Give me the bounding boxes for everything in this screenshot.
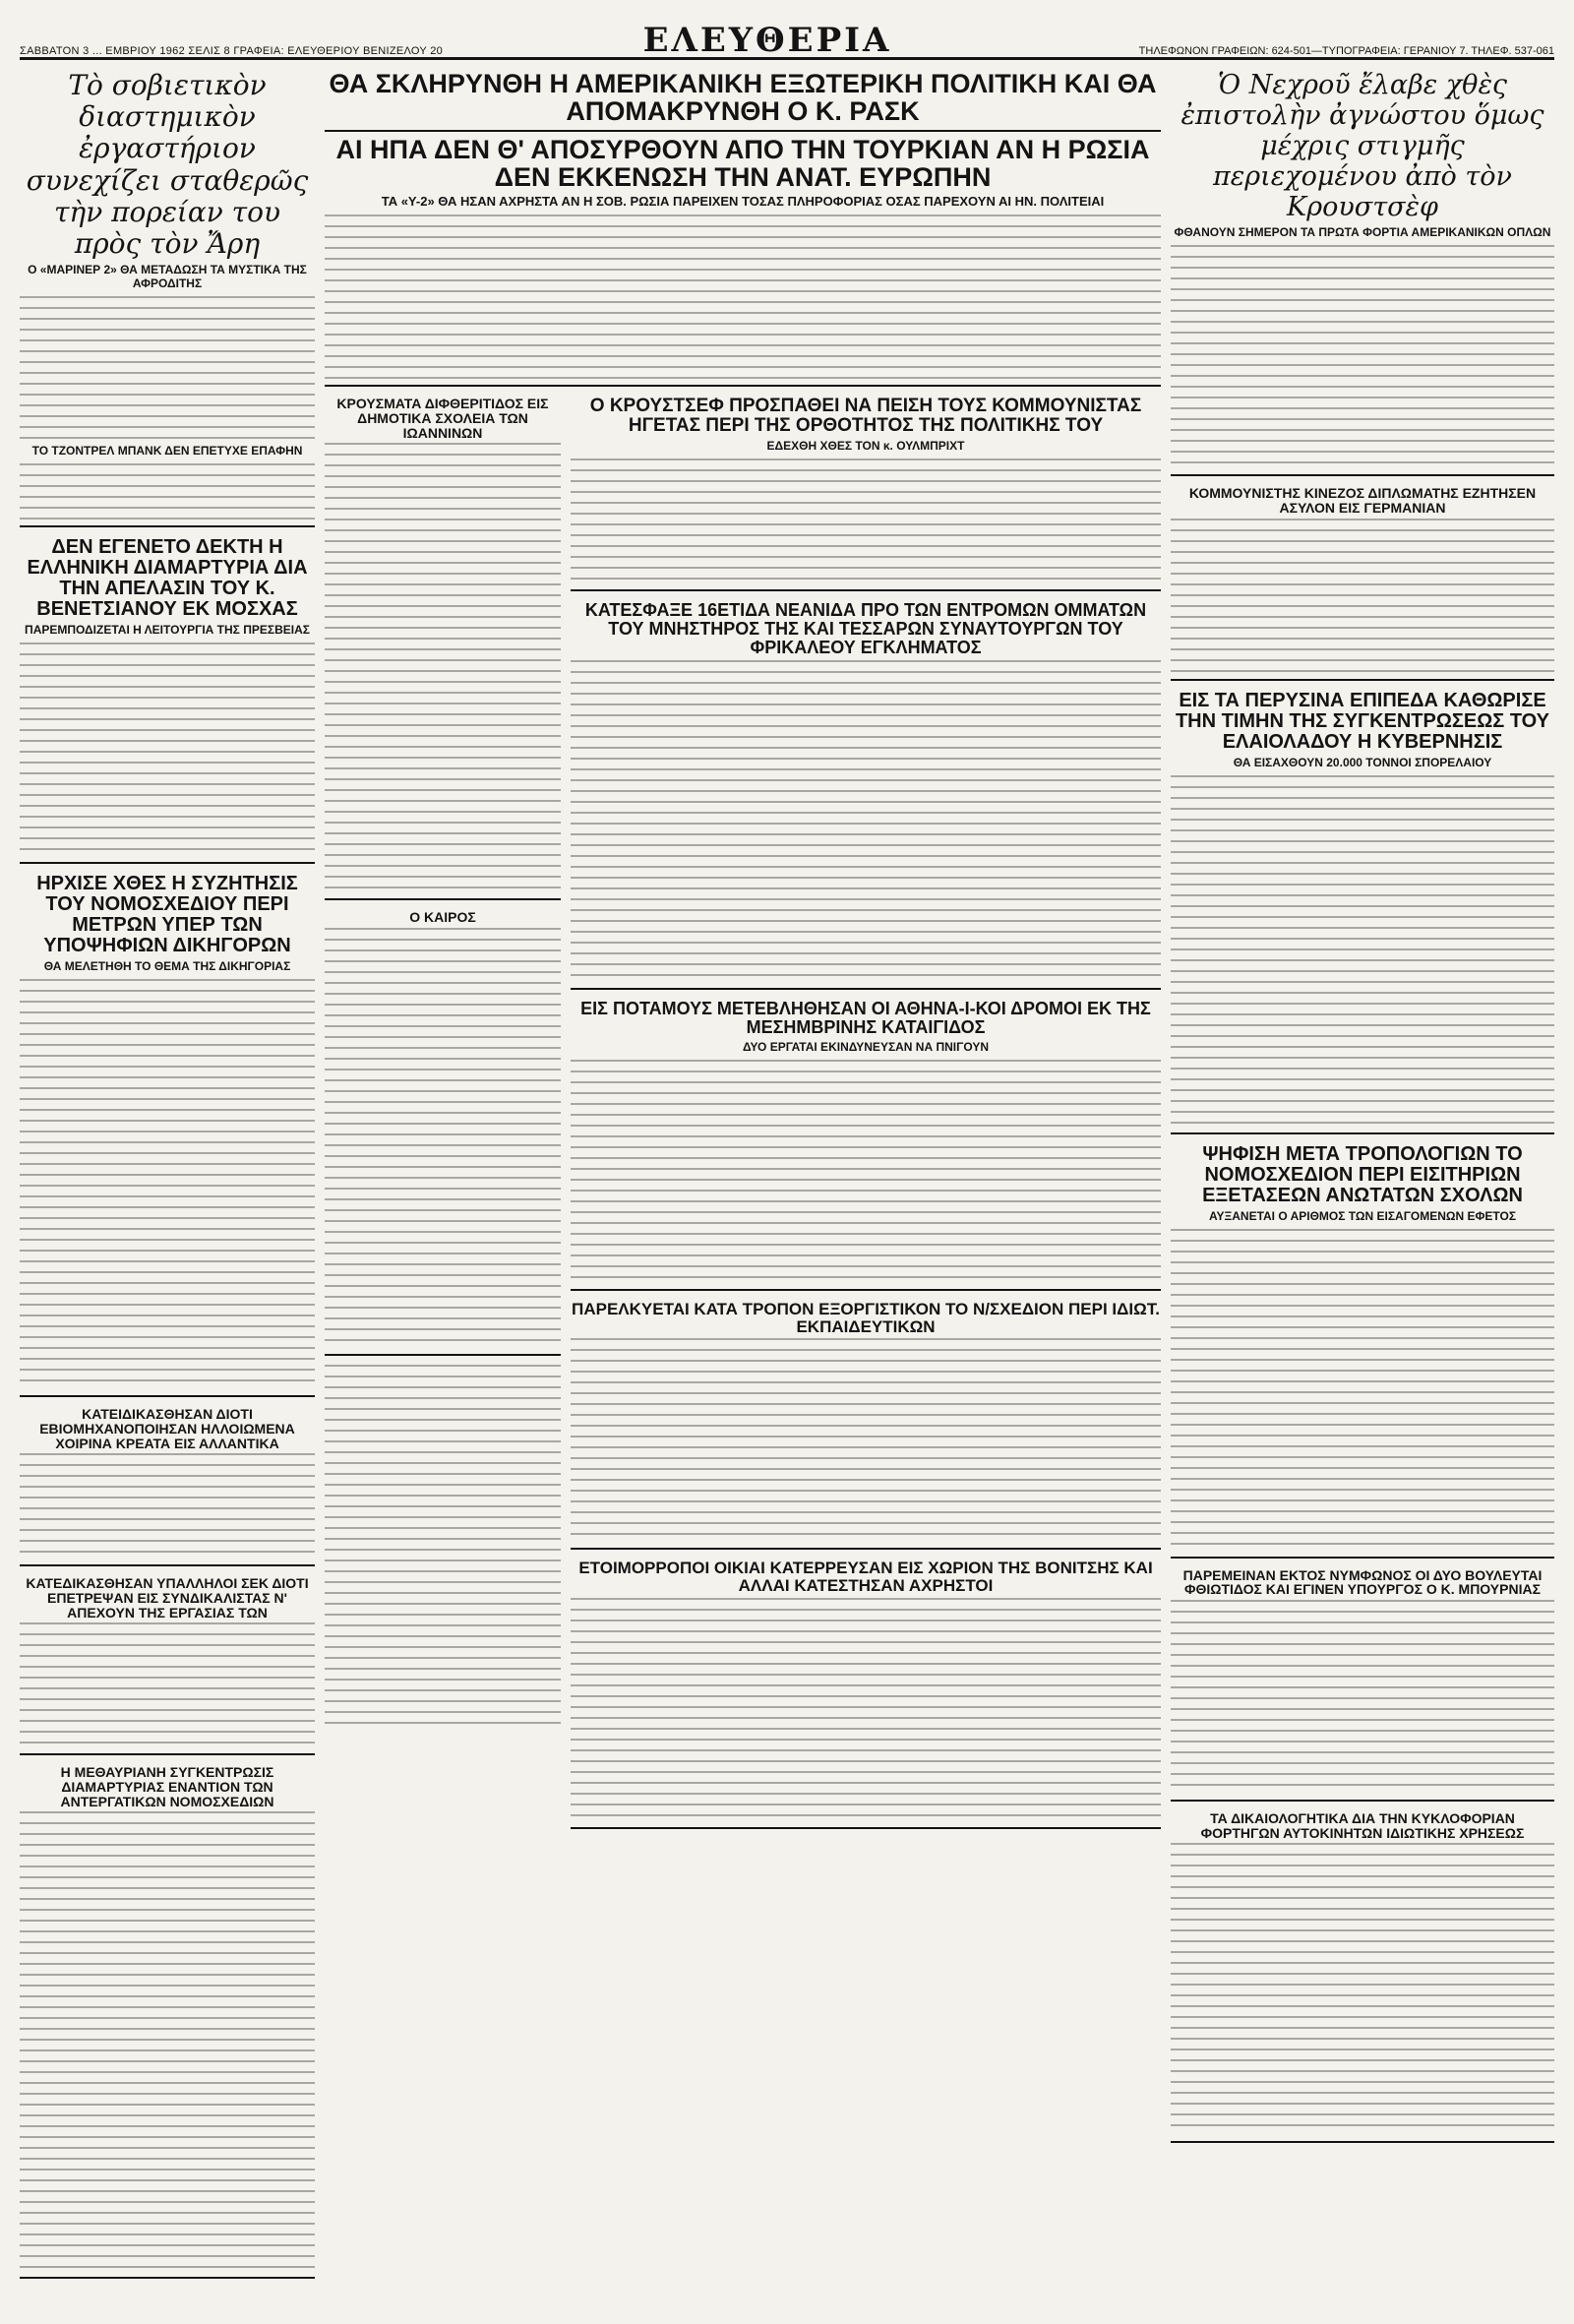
article-text bbox=[20, 460, 315, 520]
article-mars bbox=[20, 66, 315, 527]
headline-legal: ΗΡΧΙΣΕ ΧΘΕΣ Η ΣΥΖΗΤΗΣΙΣ ΤΟΥ ΝΟΜΟΣΧΕΔΙΟΥ ΠΕΡΙ ΜΕΤΡΩΝ ΥΠΕΡ ΤΩΝ ΥΠΟΨΗΦΙΩΝ ΔΙΚΗΓΟΡΩΝ bbox=[36, 873, 298, 957]
article-text bbox=[20, 640, 315, 856]
article-exams bbox=[1171, 1140, 1554, 1559]
subhead-mars: Ο «ΜΑΡΙΝΕΡ 2» ΘΑ ΜΕΤΑΔΩΣΗ ΤΑ ΜΥΣΤΙΚΑ ΤΗΣ ΑΦΡΟΔΙΤΗΣ bbox=[28, 263, 307, 291]
masthead-date-line: ΣΑΒΒΑΤΟΝ 3 ... ΕΜΒΡΙΟΥ 1962 ΣΕΛΙΣ 8 ΓΡΑΦΕΙΑ: ΕΛΕΥΘΕΡΙΟΥ ΒΕΝΙΖΕΛΟΥ 20 bbox=[20, 45, 444, 57]
article-flats bbox=[571, 1556, 1161, 1829]
headline-flats: ΕΤΟΙΜΟΡΡΟΠΟΙ ΟΙΚΙΑΙ ΚΑΤΕΡΡΕΥΣΑΝ ΕΙΣ ΧΩΡΙΟΝ ΤΗΣ ΒΟΝΙΤΣΗΣ ΚΑΙ ΑΛΛΑΙ ΚΑΤΕΣΤΗΣΑΝ ΑΧΡΗΣΤΟΙ bbox=[578, 1559, 1153, 1596]
article-text bbox=[571, 1595, 1161, 1821]
article-protest bbox=[20, 533, 315, 864]
subhead-exams: ΑΥΞΑΝΕΤΑΙ Ο ΑΡΙΘΜΟΣ ΤΩΝ ΕΙΣΑΓΟΜΕΝΩΝ ΕΦΕΤΟΣ bbox=[1208, 1208, 1517, 1223]
article-text bbox=[571, 1335, 1161, 1542]
subhead-nehru: ΦΘΑΝΟΥΝ ΣΗΜΕΡΟΝ ΤΑ ΠΡΩΤΑ ΦΟΡΤΙΑ ΑΜΕΡΙΚΑΝΙΚΩΝ ΟΠΛΩΝ bbox=[1174, 225, 1551, 240]
subhead-boys: ΔΥΟ ΕΡΓΑΤΑΙ ΕΚΙΝΔΥΝΕΥΣΑΝ ΝΑ ΠΝΙΓΟΥΝ bbox=[742, 1039, 990, 1054]
article-mp bbox=[1171, 1564, 1554, 1802]
article-oliveoil bbox=[1171, 687, 1554, 1134]
column-1 bbox=[20, 66, 315, 2285]
headline-sek: ΚΑΤΕΔΙΚΑΣΘΗΣΑΝ ΥΠΑΛΛΗΛΟΙ ΣΕΚ ΔΙΟΤΙ ΕΠΕΤΡΕΨΑΝ ΕΙΣ ΣΥΝΔΙΚΑΛΙΣΤΑΣ Ν' ΑΠΕΧΟΥΝ ΤΗΣ ΕΡΓΑΣΙΑΣ ΤΩΝ bbox=[26, 1575, 309, 1621]
headline-mp: ΠΑΡΕΜΕΙΝΑΝ ΕΚΤΟΣ ΝΥΜΦΩΝΟΣ ΟΙ ΔΥΟ ΒΟΥΛΕΥΤΑΙ ΦΘΙΩΤΙΔΟΣ ΚΑΙ ΕΓΙΝΕΝ ΥΠΟΥΡΓΟΣ Ο Κ. ΜΠΟΥΡΝΙΑΣ bbox=[1182, 1566, 1543, 1598]
article-text bbox=[325, 925, 561, 1348]
article-boys bbox=[571, 996, 1161, 1291]
article-text bbox=[325, 1362, 561, 1726]
column-4 bbox=[1171, 66, 1554, 2285]
article-text bbox=[20, 293, 315, 441]
headline-nehru: Ὁ Νεχροῦ ἔλαβε χθὲς ἐπιστολὴν ἀγνώστου ὅμως μέχρις στιγμῆς περιεχομένου ἀπὸ τὸν Κρουστσὲφ bbox=[1180, 70, 1544, 223]
article-text bbox=[1171, 242, 1554, 468]
article-trucks bbox=[1171, 1807, 1554, 2143]
headline-meat: ΚΑΤΕΙΔΙΚΑΣΘΗΣΑΝ ΔΙΟΤΙ ΕΒΙΟΜΗΧΑΝΟΠΟΙΗΣΑΝ ΗΛΛΟΙΩΜΕΝΑ ΧΟΙΡΙΝΑ ΚΡΕΑΤΑ ΕΙΣ ΑΛΛΑΝΤΙΚΑ bbox=[39, 1406, 295, 1451]
headline-rally: Η ΜΕΘΑΥΡΙΑΝΗ ΣΥΓΚΕΝΤΡΩΣΙΣ ΔΙΑΜΑΡΤΥΡΙΑΣ ΕΝΑΝΤΙΟΝ ΤΩΝ ΑΝΤΕΡΓΑΤΙΚΩΝ ΝΟΜΟΣΧΕΔΙΩΝ bbox=[60, 1764, 274, 1809]
headline-oliveoil: ΕΙΣ ΤΑ ΠΕΡΥΣΙΝΑ ΕΠΙΠΕΔΑ ΚΑΘΩΡΙΣΕ ΤΗΝ ΤΙΜΗΝ ΤΗΣ ΣΥΓΚΕΝΤΡΩΣΕΩΣ ΤΟΥ ΕΛΑΙΟΛΑΔΟΥ Η ΚΥΒΕΡΝΗΣΙΣ bbox=[1175, 689, 1550, 753]
article-text bbox=[1171, 1840, 1554, 2135]
subhead-protest: ΠΑΡΕΜΠΟΔΙΖΕΤΑΙ Η ΛΕΙΤΟΥΡΓΙΑ ΤΗΣ ΠΡΕΣΒΕΙΑΣ bbox=[25, 623, 310, 638]
article-text bbox=[20, 1620, 315, 1747]
article-weather bbox=[325, 906, 561, 1356]
masthead bbox=[20, 20, 1554, 60]
subhead-mars-2: ΤΟ ΤΖΟΝΤΡΕΛ ΜΠΑΝΚ ΔΕΝ ΕΠΕΤΥΧΕ ΕΠΑΦΗΝ bbox=[31, 444, 303, 459]
subhead-rusk: ΤΑ «Υ-2» ΘΑ ΗΣΑΝ ΑΧΡΗΣΤΑ ΑΝ Η ΣΟΒ. ΡΩΣΙΑ ΠΑΡΕΙΧΕΝ ΤΟΣΑΣ ΠΛΗΡΟΦΟΡΙΑΣ ΟΣΑΣ ΠΑΡΕΧΟΥΝ ΑΙ ΗΝ. ΠΟΛΙΤΕΙΑΙ bbox=[381, 194, 1105, 210]
article-nehru bbox=[1171, 66, 1554, 476]
headline-mars: Τὸ σοβιετικὸν διαστημικὸν ἐργαστήριον συνεχίζει σταθερῶς τὴν πορείαν του πρὸς τὸν Ἄρη bbox=[26, 69, 309, 260]
headline-diplomat: ΚΟΜΜΟΥΝΙΣΤΗΣ ΚΙΝΕΖΟΣ ΔΙΠΛΩΜΑΤΗΣ ΕΖΗΤΗΣΕΝ ΑΣΥΛΟΝ ΕΙΣ ΓΕΡΜΑΝΙΑΝ bbox=[1188, 485, 1537, 516]
article-diplomat bbox=[1171, 482, 1554, 680]
headline-exams: ΨΗΦΙΣΗ ΜΕΤΑ ΤΡΟΠΟΛΟΓΙΩΝ ΤΟ ΝΟΜΟΣΧΕΔΙΟΝ ΠΕΡΙ ΕΙΣΙΤΗΡΙΩΝ ΕΞΕΤΑΣΕΩΝ ΑΝΩΤΑΤΩΝ ΣΧΟΛΩΝ bbox=[1202, 1142, 1523, 1206]
article-text bbox=[571, 657, 1161, 982]
newspaper-title: ΕΛΕΥΘΕΡΙΑ bbox=[642, 21, 892, 60]
article-sek bbox=[20, 1572, 315, 1755]
article-meat bbox=[20, 1403, 315, 1566]
center-right-stack bbox=[571, 393, 1161, 1835]
article-text bbox=[20, 1808, 315, 2271]
subhead-khrushchev: ΕΔΕΧΘΗ ΧΘΕΣ ΤΟΝ κ. ΟΥΛΜΠΡΙΧΤ bbox=[766, 439, 965, 454]
article-text bbox=[1171, 1226, 1554, 1551]
article-khrushchev bbox=[571, 393, 1161, 591]
article-rusk bbox=[325, 66, 1161, 387]
article-text bbox=[20, 976, 315, 1389]
subhead-oliveoil: ΘΑ ΕΙΣΑΧΘΟΥΝ 20.000 ΤΟΝΝΟΙ ΣΠΟΡΕΛΑΙΟΥ bbox=[1233, 755, 1492, 769]
center-left-stack bbox=[325, 393, 561, 1835]
article-private bbox=[571, 1297, 1161, 1551]
headline-weather: Ο ΚΑΙΡΟΣ bbox=[409, 909, 476, 926]
article-text bbox=[1171, 516, 1554, 673]
headline-trucks: ΤΑ ΔΙΚΑΙΟΛΟΓΗΤΙΚΑ ΔΙΑ ΤΗΝ ΚΥΚΛΟΦΟΡΙΑΝ ΦΟΡΤΗΓΩΝ ΑΥΤΟΚΙΝΗΤΩΝ ΙΔΙΩΤΙΚΗΣ ΧΡΗΣΕΩΣ bbox=[1200, 1809, 1525, 1841]
subhead-legal: ΘΑ ΜΕΛΕΤΗΘΗ ΤΟ ΘΕΜΑ ΤΗΣ ΔΙΚΗΓΟΡΙΑΣ bbox=[43, 959, 291, 974]
headline-rusk: ΘΑ ΣΚΛΗΡΥΝΘΗ Η ΑΜΕΡΙΚΑΝΙΚΗ ΕΞΩΤΕΡΙΚΗ ΠΟΛΙΤΙΚΗ ΚΑΙ ΘΑ ΑΠΟΜΑΚΡΥΝΘΗ Ο Κ. ΡΑΣΚ bbox=[329, 69, 1157, 127]
article-text bbox=[20, 1450, 315, 1559]
article-diphtheria bbox=[325, 393, 561, 900]
article-rally bbox=[20, 1761, 315, 2279]
headline-khrushchev: Ο ΚΡΟΥΣΤΣΕΦ ΠΡΟΣΠΑΘΕΙ ΝΑ ΠΕΙΣΗ ΤΟΥΣ ΚΟΜΜΟΥΝΙΣΤΑΣ ΗΓΕΤΑΣ ΠΕΡΙ ΤΗΣ ΟΡΘΟΤΗΤΟΣ ΤΗΣ ΠΟΛΙΤΙΚΗΣ ΤΟΥ bbox=[589, 396, 1142, 437]
headline-boys: ΕΙΣ ΠΟΤΑΜΟΥΣ ΜΕΤΕΒΛΗΘΗΣΑΝ ΟΙ ΑΘΗΝΑ-Ι-ΚΟΙ ΔΡΟΜΟΙ ΕΚ ΤΗΣ ΜΕΣΗΜΒΡΙΝΗΣ ΚΑΤΑΙΓΙΔΟΣ bbox=[580, 998, 1151, 1037]
headline-protest: ΔΕΝ ΕΓΕΝΕΤΟ ΔΕΚΤΗ Η ΕΛΛΗΝΙΚΗ ΔΙΑΜΑΡΤΥΡΙΑ ΔΙΑ ΤΗΝ ΑΠΕΛΑΣΙΝ ΤΟΥ Κ. ΒΕΝΕΤΣΙΑΝΟΥ ΕΚ ΜΟΣΧΑΣ bbox=[27, 536, 308, 621]
article-text bbox=[571, 1057, 1161, 1283]
article-text bbox=[325, 212, 1161, 379]
article-legal bbox=[20, 870, 315, 1397]
article-text bbox=[1171, 772, 1554, 1127]
article-text bbox=[1171, 1597, 1554, 1794]
center-columns bbox=[325, 66, 1161, 2285]
article-text bbox=[571, 456, 1161, 583]
article-text bbox=[325, 440, 561, 892]
headline-trial: ΚΑΤΕΣΦΑΞΕ 16ΕΤΙΔΑ ΝΕΑΝΙΔΑ ΠΡΟ ΤΩΝ ΕΝΤΡΟΜΩΝ ΟΜΜΑΤΩΝ ΤΟΥ ΜΝΗΣΤΗΡΟΣ ΤΗΣ ΚΑΙ ΤΕΣΣΑΡΩΝ ΣΥΝΑΥΤΟΥΡΓΩΝ ΤΟΥ ΦΡΙΚΑΛΕΟΥ ΕΓΚΛΗΜΑΤΟΣ bbox=[584, 600, 1147, 658]
headline-rusk-2: ΑΙ ΗΠΑ ΔΕΝ Θ' ΑΠΟΣΥΡΘΟΥΝ ΑΠΟ ΤΗΝ ΤΟΥΡΚΙΑΝ ΑΝ Η ΡΩΣΙΑ ΔΕΝ ΕΚΚΕΝΩΣΗ ΤΗΝ ΑΝΑΤ. ΕΥΡΩΠΗΝ bbox=[325, 130, 1161, 192]
article-trial bbox=[571, 597, 1161, 990]
headline-diphtheria: ΚΡΟΥΣΜΑΤΑ ΔΙΦΘΕΡΙΤΙΔΟΣ ΕΙΣ ΔΗΜΟΤΙΚΑ ΣΧΟΛΕΙΑ ΤΩΝ ΙΩΑΝΝΙΝΩΝ bbox=[336, 396, 549, 441]
headline-private: ΠΑΡΕΛΚΥΕΤΑΙ ΚΑΤΑ ΤΡΟΠΟΝ ΕΞΟΡΓΙΣΤΙΚΟΝ ΤΟ Ν/ΣΧΕΔΙΟΝ ΠΕΡΙ ΙΔΙΩΤ. ΕΚΠΑΙΔΕΥΤΙΚΩΝ bbox=[572, 1299, 1160, 1336]
newspaper-page bbox=[20, 20, 1554, 2283]
masthead-contact-line: ΤΗΛΕΦΩΝΟΝ ΓΡΑΦΕΙΩΝ: 624-501—ΤΥΠΟΓΡΑΦΕΙΑ: ΓΕΡΑΝΙΟΥ 7. ΤΗΛΕΦ. 537-061 bbox=[1138, 45, 1554, 57]
